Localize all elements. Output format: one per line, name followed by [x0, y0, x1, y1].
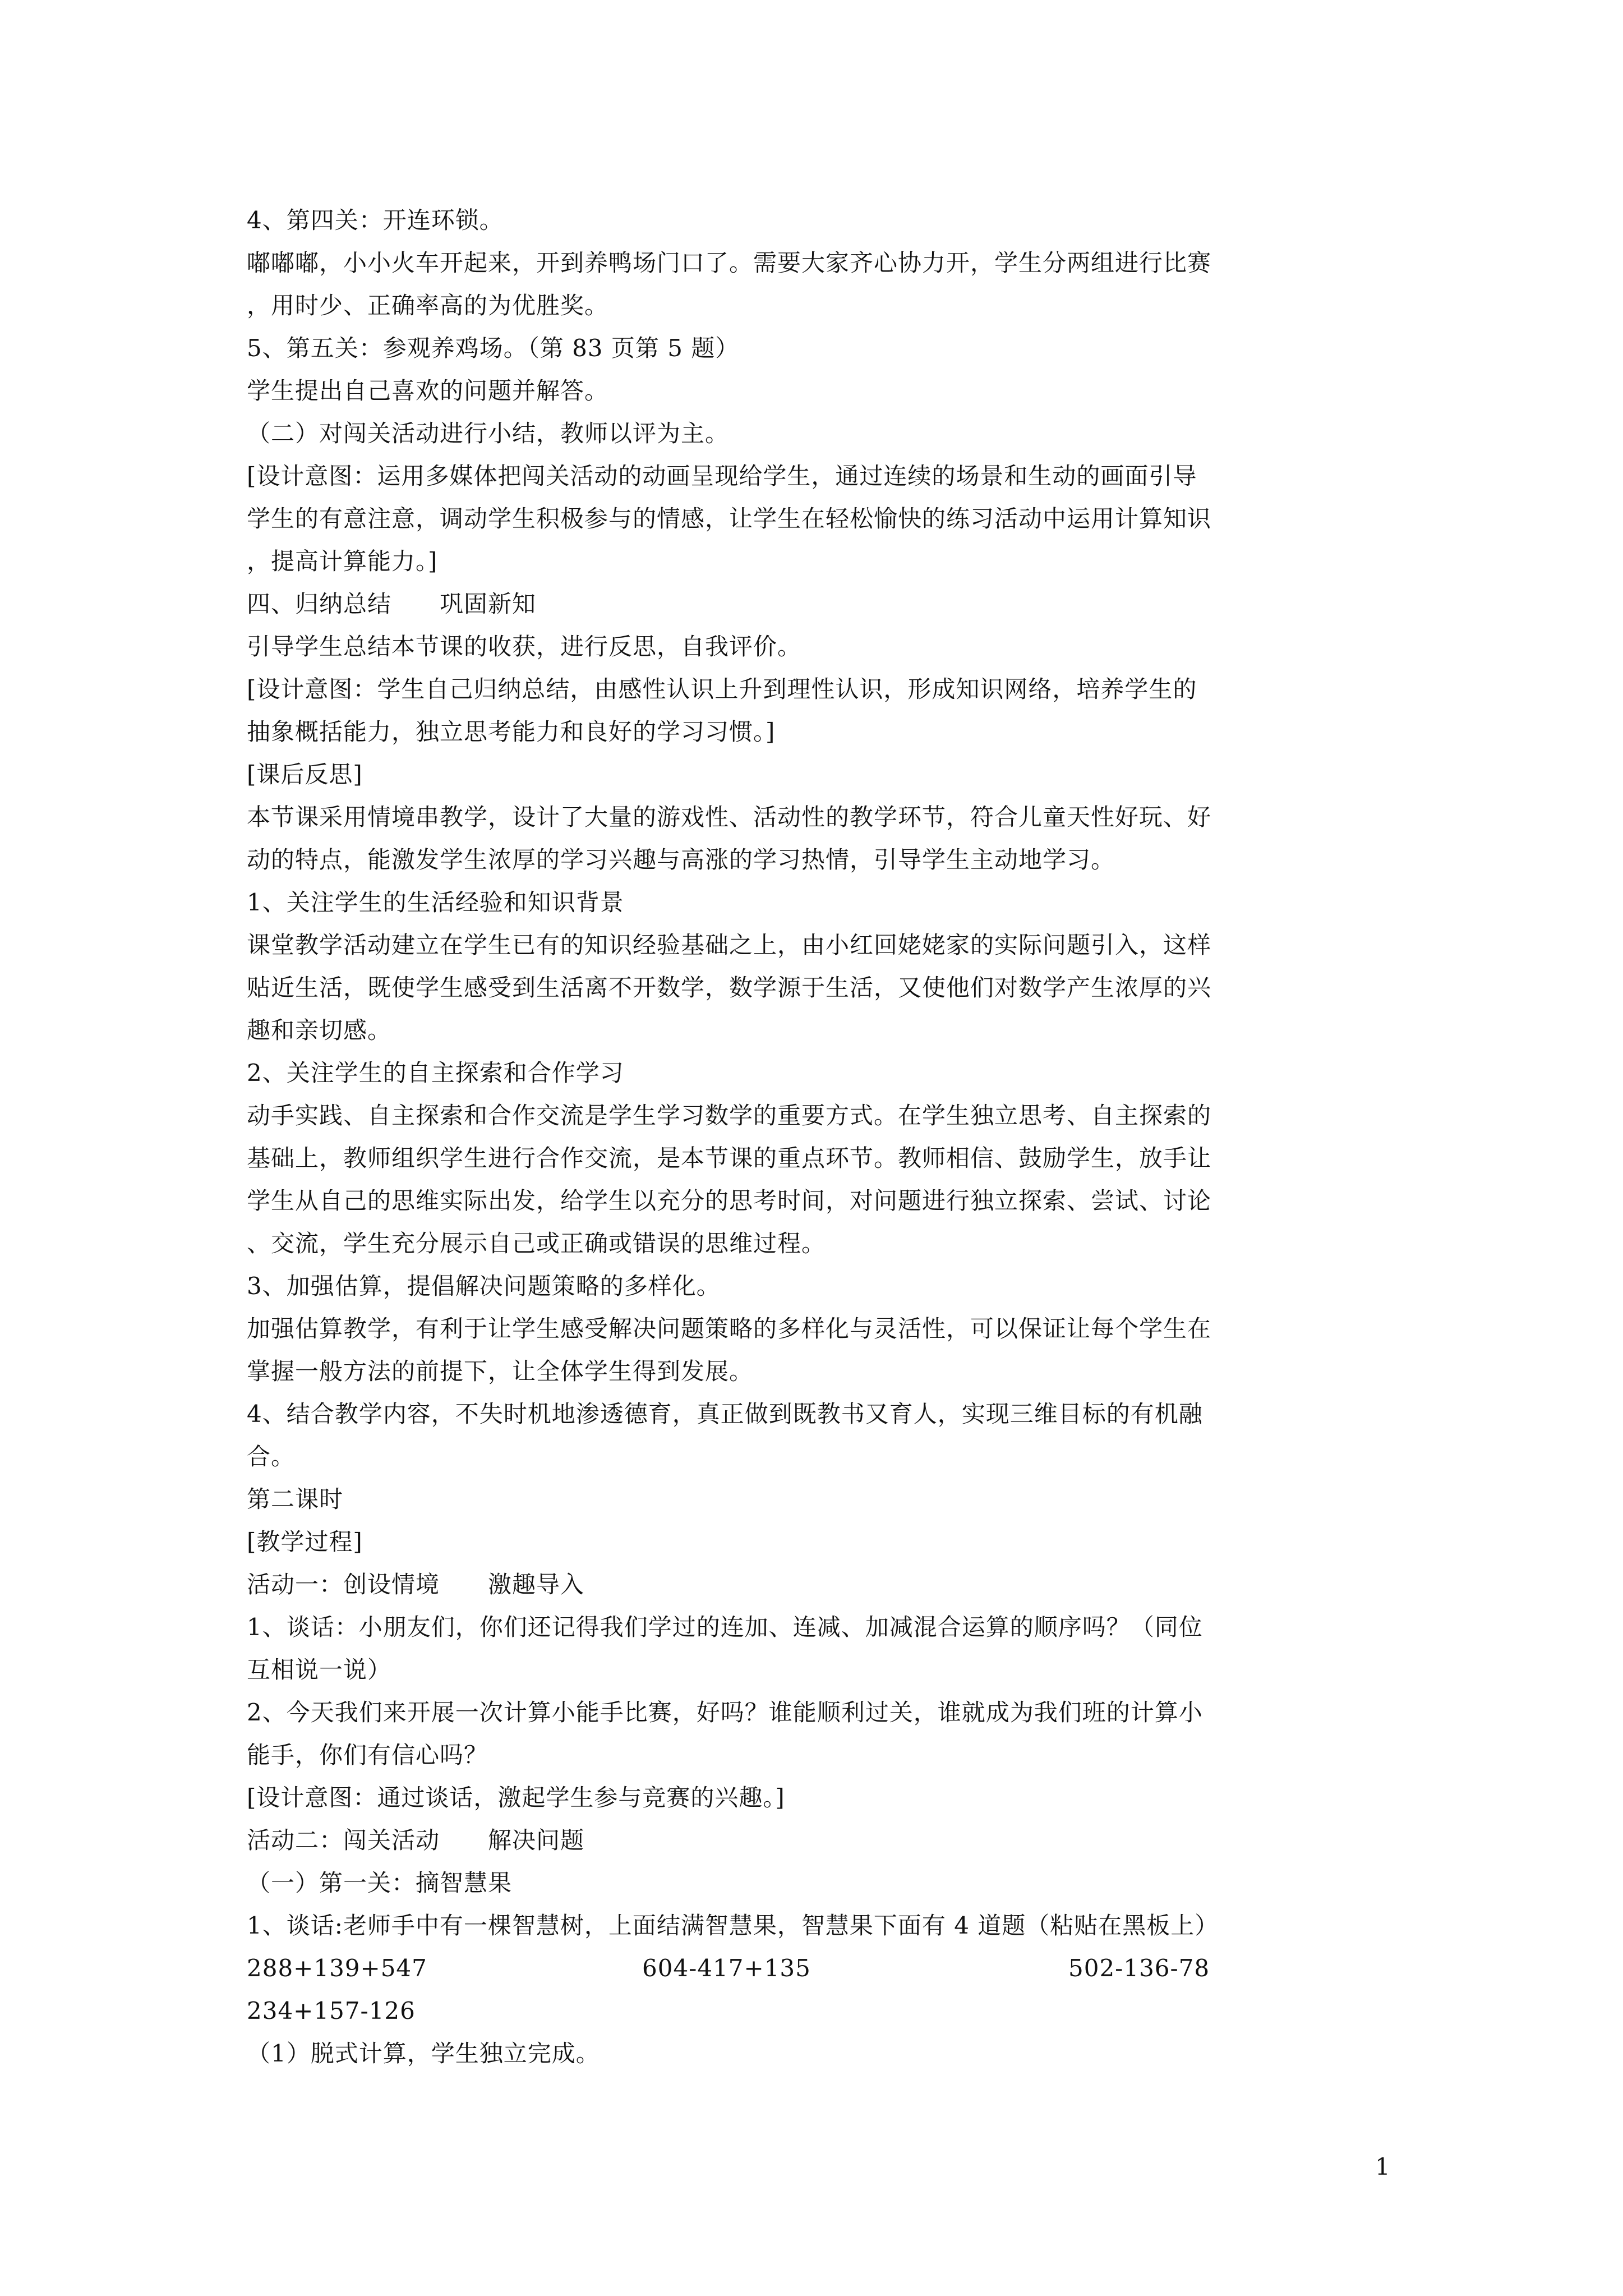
text-line: 加强估算教学，有利于让学生感受解决问题策略的多样化与灵活性，可以保证让每个学生在 [247, 1315, 1212, 1342]
text-line: 5、第五关：参观养鸡场。（第 83 页第 5 题） [247, 334, 740, 362]
text-line: 课堂教学活动建立在学生已有的知识经验基础之上，由小红回姥姥家的实际问题引入，这样 [247, 931, 1212, 959]
text-line: 引导学生总结本节课的收获，进行反思，自我评价。 [247, 633, 802, 660]
math-expression: 502-136-78 [1068, 1954, 1210, 1982]
section-heading: 第二课时 [247, 1485, 344, 1513]
section-heading: 四、归纳总结 巩固新知 [247, 590, 537, 618]
text-line: （一）第一关：摘智慧果 [247, 1869, 513, 1897]
text-line: [设计意图：通过谈话，激起学生参与竞赛的兴趣。] [247, 1784, 785, 1811]
document-body [247, 199, 1385, 2075]
math-expression: 234+157-126 [247, 1997, 416, 2024]
math-expression: 604-417+135 [642, 1954, 811, 1982]
text-line: 抽象概括能力，独立思考能力和良好的学习习惯。] [247, 718, 776, 746]
text-line: 趣和亲切感。 [247, 1016, 392, 1044]
text-line: ，用时少、正确率高的为优胜奖。 [247, 292, 609, 319]
text-line: 4、结合教学内容，不失时机地渗透德育，真正做到既教书又育人，实现三维目标的有机融 [247, 1400, 1203, 1428]
text-line: （1）脱式计算，学生独立完成。 [247, 2040, 600, 2067]
text-line: 掌握一般方法的前提下，让全体学生得到发展。 [247, 1358, 754, 1385]
text-line: 学生提出自己喜欢的问题并解答。 [247, 377, 609, 404]
text-line: 1、关注学生的生活经验和知识背景 [247, 889, 624, 916]
text-line: 活动一：创设情境 激趣导入 [247, 1571, 585, 1598]
text-line: 贴近生活，既使学生感受到生活离不开数学，数学源于生活，又使他们对数学产生浓厚的兴 [247, 974, 1212, 1001]
text-line: 学生从自己的思维实际出发，给学生以充分的思考时间，对问题进行独立探索、尝试、讨论 [247, 1187, 1212, 1214]
text-line: 、交流，学生充分展示自己或正确或错误的思维过程。 [247, 1230, 826, 1257]
text-line: 1、谈话：小朋友们，你们还记得我们学过的连加、连减、加减混合运算的顺序吗？（同位 [247, 1613, 1203, 1641]
text-line: （二）对闯关活动进行小结，教师以评为主。 [247, 420, 730, 447]
text-line: 动的特点，能激发学生浓厚的学习兴趣与高涨的学习热情，引导学生主动地学习。 [247, 846, 1115, 873]
text-line: 嘟嘟嘟，小小火车开起来，开到养鸭场门口了。需要大家齐心协力开，学生分两组进行比赛 [247, 249, 1212, 277]
text-line: 互相说一说） [247, 1656, 392, 1683]
text-line: 2、今天我们来开展一次计算小能手比赛，好吗？谁能顺利过关，谁就成为我们班的计算小 [247, 1699, 1203, 1726]
text-line: 合。 [247, 1443, 296, 1470]
text-line: 动手实践、自主探索和合作交流是学生学习数学的重要方式。在学生独立思考、自主探索的 [247, 1102, 1212, 1129]
math-expression: 288+139+547 [247, 1954, 427, 1982]
text-line: 3、加强估算，提倡解决问题策略的多样化。 [247, 1272, 721, 1300]
text-line: 活动二：闯关活动 解决问题 [247, 1826, 585, 1854]
text-line: 2、关注学生的自主探索和合作学习 [247, 1059, 624, 1087]
text-line: 4、第四关：开连环锁。 [247, 206, 504, 234]
section-heading: [课后反思] [247, 761, 363, 788]
expression-row [247, 1947, 1385, 1990]
section-heading: [教学过程] [247, 1528, 363, 1556]
text-line: 基础上，教师组织学生进行合作交流，是本节课的重点环节。教师相信、鼓励学生，放手让 [247, 1144, 1212, 1172]
text-line: 学生的有意注意，调动学生积极参与的情感，让学生在轻松愉快的练习活动中运用计算知识 [247, 505, 1212, 532]
text-line: [设计意图：运用多媒体把闯关活动的动画呈现给学生，通过连续的场景和生动的画面引导 [247, 462, 1197, 490]
page-number: 1 [1375, 2153, 1390, 2180]
text-line: 本节课采用情境串教学，设计了大量的游戏性、活动性的教学环节，符合儿童天性好玩、好 [247, 803, 1212, 831]
text-line: ，提高计算能力。] [247, 547, 438, 575]
text-line: [设计意图：学生自己归纳总结，由感性认识上升到理性认识，形成知识网络，培养学生的 [247, 675, 1197, 703]
text-line: 能手，你们有信心吗？ [247, 1741, 488, 1769]
text-line: 1、谈话:老师手中有一棵智慧树，上面结满智慧果，智慧果下面有 4 道题（粘贴在黑板上） [247, 1912, 1219, 1939]
